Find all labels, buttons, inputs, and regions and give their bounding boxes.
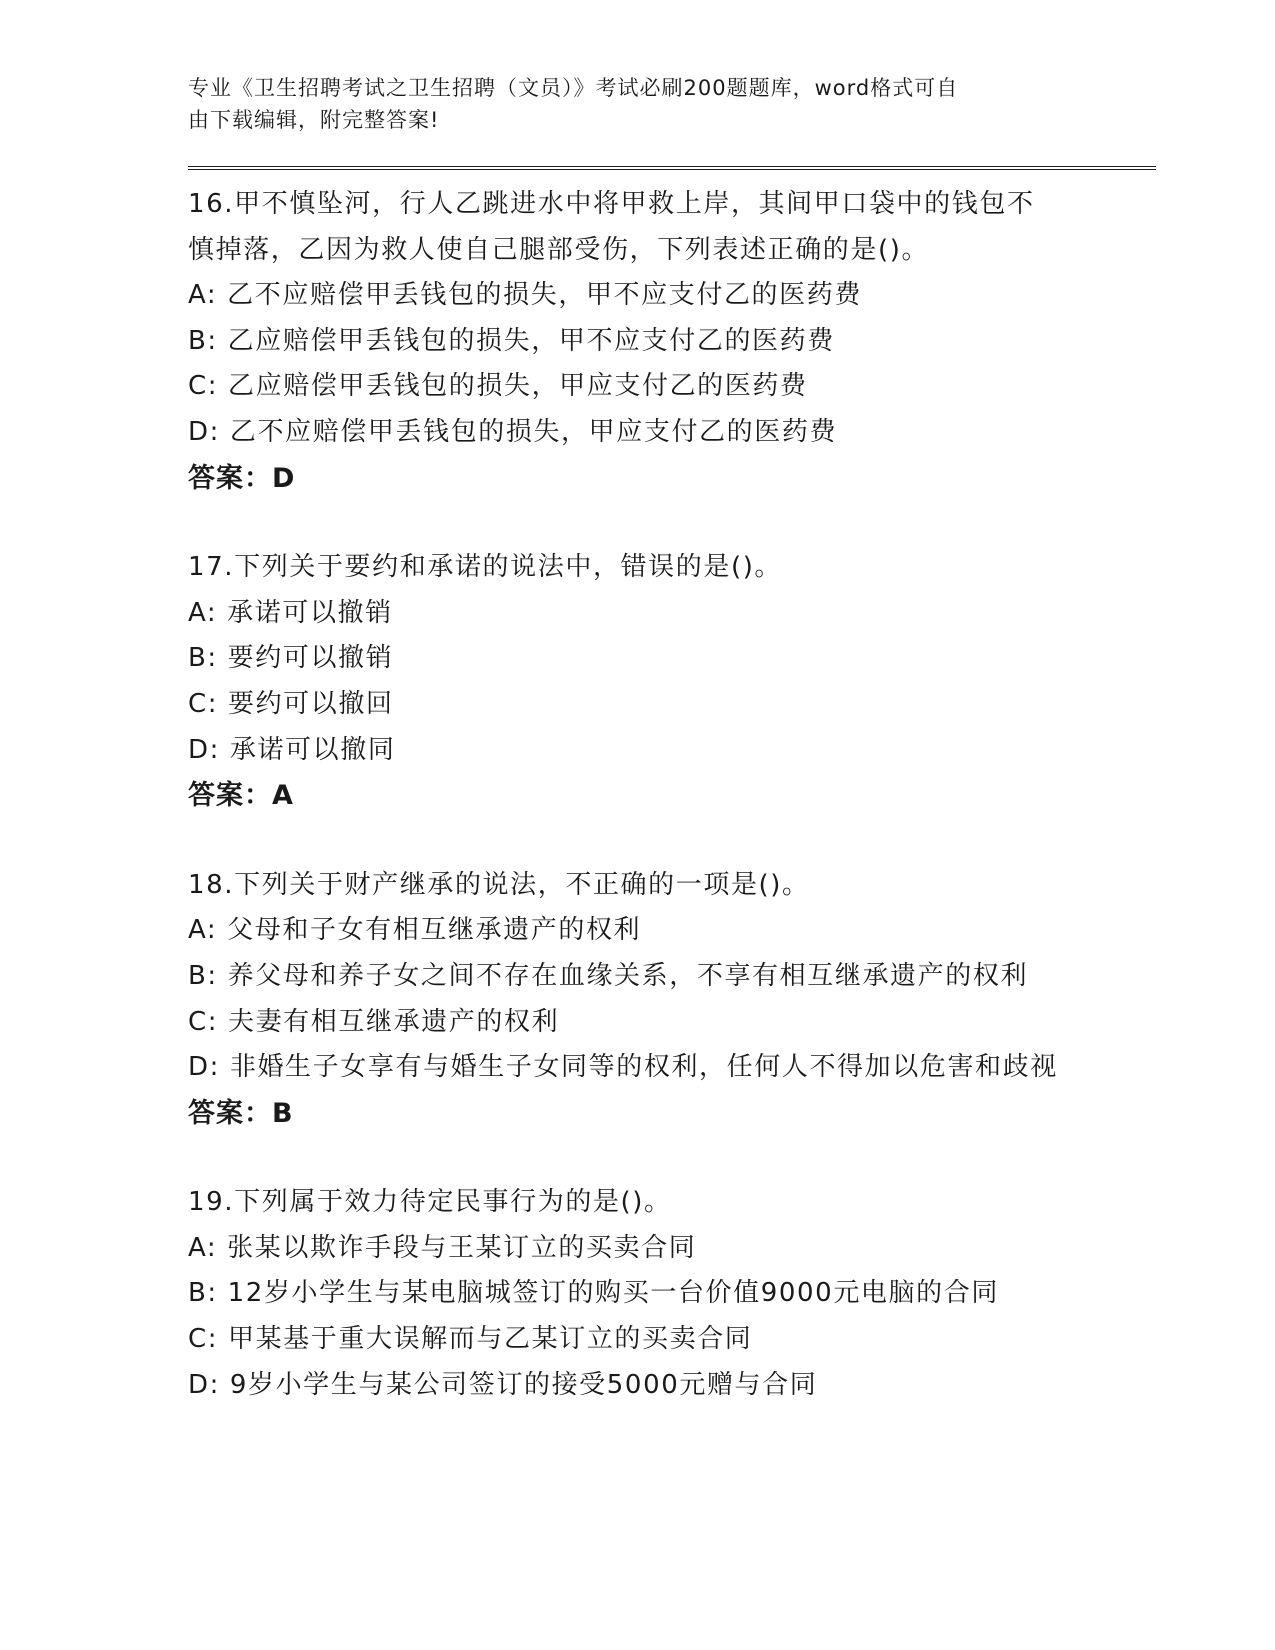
question-19 (188, 1180, 1148, 1408)
header-divider (188, 166, 1156, 170)
option-d: D: 承诺可以撤同 (188, 734, 396, 765)
option-d: D: 9岁小学生与某公司签订的接受5000元赠与合同 (188, 1369, 818, 1400)
document-header (188, 72, 1068, 136)
option-b: B: 12岁小学生与某电脑城签订的购买一台价值9000元电脑的合同 (188, 1278, 999, 1309)
option-b: B: 要约可以撤销 (188, 643, 394, 674)
option-a: A: 父母和子女有相互继承遗产的权利 (188, 915, 642, 946)
question-16 (188, 182, 1148, 501)
option-a: A: 承诺可以撤销 (188, 597, 393, 628)
question-17 (188, 545, 1148, 819)
question-stem: 17.下列关于要约和承诺的说法中，错误的是()。 (188, 552, 783, 583)
option-a: A: 张某以欺诈手段与王某订立的买卖合同 (188, 1232, 697, 1263)
option-d: D: 乙不应赔偿甲丢钱包的损失，甲应支付乙的医药费 (188, 416, 838, 447)
answer-label: 答案：D (188, 462, 296, 494)
answer-label: 答案：A (188, 780, 294, 812)
option-c: C: 要约可以撤回 (188, 688, 394, 719)
option-c: C: 乙应赔偿甲丢钱包的损失，甲应支付乙的医药费 (188, 371, 808, 402)
question-stem: 19.下列属于效力待定民事行为的是()。 (188, 1187, 672, 1218)
question-list (188, 182, 1148, 1408)
option-c: C: 夫妻有相互继承遗产的权利 (188, 1006, 560, 1037)
answer-label: 答案：B (188, 1097, 294, 1129)
question-18 (188, 863, 1148, 1137)
option-b: B: 乙应赔偿甲丢钱包的损失，甲不应支付乙的医药费 (188, 325, 835, 356)
question-stem: 慎掉落，乙因为救人使自己腿部受伤，下列表述正确的是()。 (188, 234, 930, 265)
option-d: D: 非婚生子女享有与婚生子女同等的权利，任何人不得加以危害和歧视 (188, 1052, 1058, 1083)
header-line-1: 专业《卫生招聘考试之卫生招聘（文员）》考试必刷200题题库，word格式可自 (188, 76, 959, 100)
option-a: A: 乙不应赔偿甲丢钱包的损失，甲不应支付乙的医药费 (188, 280, 862, 311)
question-stem: 18.下列关于财产继承的说法，不正确的一项是()。 (188, 869, 810, 900)
option-b: B: 养父母和养子女之间不存在血缘关系，不享有相互继承遗产的权利 (188, 960, 1029, 991)
document-page (188, 72, 1148, 1452)
header-line-2: 由下载编辑，附完整答案! (188, 108, 440, 132)
option-c: C: 甲某基于重大误解而与乙某订立的买卖合同 (188, 1324, 753, 1355)
question-stem: 16.甲不慎坠河，行人乙跳进水中将甲救上岸，其间甲口袋中的钱包不 (188, 189, 1035, 219)
